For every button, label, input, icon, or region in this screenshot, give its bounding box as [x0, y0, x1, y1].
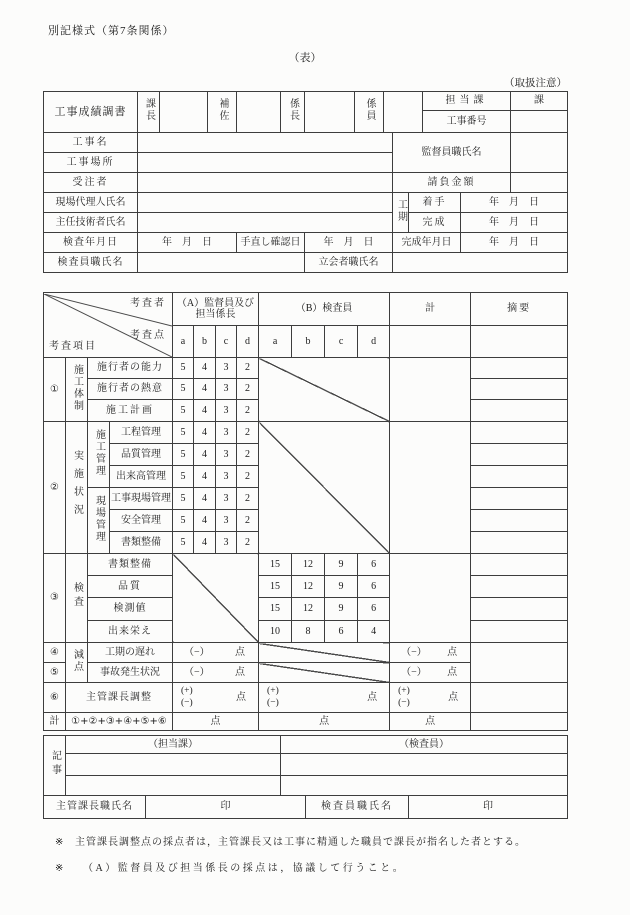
score-cell: 3: [216, 532, 237, 554]
item-label: 検測値: [88, 598, 173, 621]
stamp-box-kakariin: [384, 92, 423, 133]
score-cell: 5: [173, 358, 194, 379]
info-table: [43, 91, 568, 273]
item-label: 書類整備: [88, 554, 173, 576]
inspector-seal-cell: 印: [409, 796, 568, 819]
stamp-box-hosa: [237, 92, 281, 133]
score-cell: 3: [216, 400, 237, 422]
remarks-tanto-line: [66, 754, 281, 776]
witness-name-value-cell: [393, 253, 568, 273]
score-cell: 4: [194, 532, 216, 554]
section2-group-label: 実施状況: [66, 422, 88, 554]
score-cell: 2: [237, 358, 259, 379]
score-cell: 4: [194, 358, 216, 379]
section-label: 担当課: [423, 92, 511, 111]
footer-table: [43, 735, 568, 819]
score-cell: 9: [325, 598, 358, 621]
section5-b-na-cell: [259, 663, 390, 683]
form-reference-label: 別記様式（第7条関係）: [48, 25, 175, 37]
score-cell: 5: [173, 510, 194, 532]
form-title: 工事成績調書: [44, 92, 138, 133]
note-mark: ※: [55, 837, 65, 848]
score-cell: 5: [173, 532, 194, 554]
inspector-signature-label: 検査員職氏名: [306, 796, 409, 819]
deduction-group-label: 減点: [66, 643, 88, 683]
section3-total-cell: [390, 554, 471, 643]
score-cell: 2: [237, 400, 259, 422]
items-axis-label: 考査項目: [49, 341, 97, 352]
score-cell: 4: [194, 400, 216, 422]
sheet-side-label: （表）: [288, 52, 322, 64]
grand-total-b-cell: 点: [259, 713, 390, 731]
score-cell: 5: [173, 379, 194, 400]
contractor-value-cell: [138, 173, 393, 193]
grand-total-a-cell: 点: [173, 713, 259, 731]
item-label: 出来栄え: [88, 621, 173, 643]
item-label: 品質: [88, 576, 173, 598]
remarks-cell: [471, 621, 568, 643]
section5-total-cell: （−） 点: [390, 663, 471, 683]
contract-amount-label: 請負金額: [393, 173, 511, 193]
score-cell: 12: [292, 576, 325, 598]
remarks-column-header: 摘要: [471, 293, 568, 326]
score-cell: 6: [358, 554, 390, 576]
grand-total-sum-cell: 点: [390, 713, 471, 731]
remarks-cell: [471, 532, 568, 554]
supervisor-name-value-cell: [511, 133, 568, 173]
inspection-date-cell: 年 月 日: [138, 233, 237, 253]
section6-b-points-cell: (+) (−) 点: [259, 683, 390, 713]
section3-a-na-cell: [173, 554, 259, 643]
remarks-kensain-line: [281, 776, 568, 796]
section1-b-na-cell: [259, 358, 390, 422]
stamp-box-kakaricho: [305, 92, 355, 133]
footnote-1: ※ 主管課長調整点の採点者は，主管課長又は工事に精通した職員で課長が指名した者とする。: [55, 837, 526, 848]
score-cell: 4: [194, 444, 216, 466]
score-cell: 6: [358, 576, 390, 598]
rework-confirm-label: 手直し確認日: [237, 233, 305, 253]
score-cell: 2: [237, 444, 259, 466]
section2-subgroup2-label: 現場管理: [88, 488, 110, 554]
total-column-header: 計: [390, 293, 471, 326]
remarks-cell: [471, 488, 568, 510]
contract-amount-value-cell: [511, 173, 568, 193]
score-cell: 15: [259, 576, 292, 598]
score-cell: 9: [325, 554, 358, 576]
empty-area: [471, 713, 568, 731]
supervisor-name-label: 監督員職氏名: [393, 133, 511, 173]
item-label: 施行者の能力: [88, 358, 173, 379]
construction-number-value-cell: [511, 111, 568, 133]
remarks-kensain-heading: （検査員）: [281, 736, 568, 754]
start-label: 着手: [409, 193, 461, 213]
note-mark: ※: [55, 863, 66, 874]
score-cell: 3: [216, 488, 237, 510]
points-axis-label: 考査点: [130, 329, 166, 341]
role-kakariin-label: 係員: [355, 92, 384, 133]
section1-total-cell: [390, 358, 471, 422]
remarks-cell: [471, 379, 568, 400]
role-kakaricho-label: 係長: [281, 92, 305, 133]
site-agent-value-cell: [138, 193, 393, 213]
grade-b-letter: b: [194, 326, 216, 358]
score-cell: 2: [237, 532, 259, 554]
chief-engineer-label: 主任技術者氏名: [44, 213, 138, 233]
remarks-tanto-heading: （担当課）: [66, 736, 281, 754]
score-cell: 3: [216, 444, 237, 466]
score-cell: 6: [325, 621, 358, 643]
remarks-header-spacer: [471, 326, 568, 358]
remarks-cell: [471, 400, 568, 422]
score-cell: 12: [292, 554, 325, 576]
stamp-box-kacho: [160, 92, 208, 133]
score-cell: 8: [292, 621, 325, 643]
construction-site-value-cell: [138, 153, 393, 173]
remarks-section-label: 記事: [44, 736, 66, 796]
score-cell: 15: [259, 598, 292, 621]
section4-a-points-cell: （−） 点: [173, 643, 259, 663]
score-cell: 3: [216, 510, 237, 532]
remarks-cell: [471, 554, 568, 576]
finish-label: 完成: [409, 213, 461, 233]
score-cell: 2: [237, 488, 259, 510]
score-cell: 4: [358, 621, 390, 643]
finish-date-cell: 年 月 日: [461, 213, 568, 233]
score-cell: 2: [237, 422, 259, 444]
section2-b-na-cell: [259, 422, 390, 554]
assessment-table: [43, 292, 568, 731]
chief-seal-cell: 印: [146, 796, 306, 819]
remarks-cell: [471, 683, 568, 713]
section2-subgroup1-label: 施工管理: [88, 422, 110, 488]
remarks-tanto-line: [66, 776, 281, 796]
remarks-cell: [471, 358, 568, 379]
grade-d-letter: d: [237, 326, 259, 358]
score-cell: 6: [358, 598, 390, 621]
score-cell: 3: [216, 379, 237, 400]
section4-b-na-cell: [259, 643, 390, 663]
score-cell: 4: [194, 466, 216, 488]
item-label: 安全管理: [110, 510, 173, 532]
rework-date-cell: 年 月 日: [305, 233, 393, 253]
section-value-cell: 課: [511, 92, 568, 111]
construction-name-value-cell: [138, 133, 393, 153]
section6-total-cell: (+) (−) 点: [390, 683, 471, 713]
remarks-cell: [471, 643, 568, 683]
section4-number: ④: [44, 643, 66, 663]
footnote-2: ※ （A）監督員及び担当係長の採点は，協議して行うこと。: [55, 863, 406, 874]
score-cell: 5: [173, 466, 194, 488]
item-label: 品質管理: [110, 444, 173, 466]
remarks-cell: [471, 576, 568, 598]
role-hosa-label: 補佐: [208, 92, 237, 133]
construction-number-label: 工事番号: [423, 111, 511, 133]
inspector-name-value-cell: [138, 253, 305, 273]
score-cell: 4: [194, 510, 216, 532]
role-kacho-label: 課長: [138, 92, 160, 133]
score-cell: 5: [173, 444, 194, 466]
handling-caution-label: （取扱注意）: [504, 78, 567, 89]
item-label: 主管課長調整: [66, 683, 173, 713]
section3-number: ③: [44, 554, 66, 643]
score-cell: 4: [194, 379, 216, 400]
column-b-header: （B）検査員: [259, 293, 390, 326]
inspector-name-label: 検査員職氏名: [44, 253, 138, 273]
grand-total-label: 計: [44, 713, 66, 731]
item-label: 施行者の熱意: [88, 379, 173, 400]
section6-a-points-cell: (+) (−) 点: [173, 683, 259, 713]
grade-c-letter: c: [325, 326, 358, 358]
score-cell: 4: [194, 488, 216, 510]
section5-a-points-cell: （−） 点: [173, 663, 259, 683]
score-cell: 12: [292, 598, 325, 621]
grade-b-letter: b: [292, 326, 325, 358]
score-cell: 5: [173, 422, 194, 444]
section4-total-cell: （−） 点: [390, 643, 471, 663]
item-label: 工程管理: [110, 422, 173, 444]
remarks-kensain-line: [281, 754, 568, 776]
witness-name-label: 立会者職氏名: [305, 253, 393, 273]
section2-total-cell: [390, 422, 471, 554]
remarks-cell: [471, 598, 568, 621]
score-cell: 3: [216, 422, 237, 444]
item-label: 施工計画: [88, 400, 173, 422]
section1-number: ①: [44, 358, 66, 422]
grade-a-letter: a: [173, 326, 194, 358]
remarks-cell: [471, 510, 568, 532]
grade-c-letter: c: [216, 326, 237, 358]
score-cell: 2: [237, 466, 259, 488]
item-label: 工事現場管理: [110, 488, 173, 510]
section6-number: ⑥: [44, 683, 66, 713]
inspection-date-label: 検査年月日: [44, 233, 138, 253]
score-cell: 3: [216, 466, 237, 488]
score-cell: 9: [325, 576, 358, 598]
remarks-cell: [471, 422, 568, 444]
column-a-header: （A）監督員及び担当係長: [173, 293, 259, 326]
item-label: 事故発生状況: [88, 663, 173, 683]
score-cell: 2: [237, 510, 259, 532]
grade-d-letter: d: [358, 326, 390, 358]
work-period-label: 工期: [393, 193, 409, 233]
score-cell: 15: [259, 554, 292, 576]
grand-total-formula: ①+②+③+④+⑤+⑥: [66, 713, 173, 731]
rater-axis-label: 考査者: [130, 297, 166, 309]
item-label: 出来高管理: [110, 466, 173, 488]
score-cell: 4: [194, 422, 216, 444]
score-cell: 10: [259, 621, 292, 643]
score-cell: 2: [237, 379, 259, 400]
score-cell: 5: [173, 488, 194, 510]
site-agent-label: 現場代理人氏名: [44, 193, 138, 213]
contractor-label: 受注者: [44, 173, 138, 193]
section1-group-label: 施工体制: [66, 358, 88, 422]
score-cell: 5: [173, 400, 194, 422]
construction-name-label: 工事名: [44, 133, 138, 153]
item-label: 工期の遅れ: [88, 643, 173, 663]
remarks-cell: [471, 444, 568, 466]
chief-engineer-value-cell: [138, 213, 393, 233]
section3-group-label: 検査: [66, 554, 88, 643]
section5-number: ⑤: [44, 663, 66, 683]
remarks-cell: [471, 466, 568, 488]
chief-signature-label: 主管課長職氏名: [44, 796, 146, 819]
corner-header-cell: [44, 293, 173, 358]
section2-number: ②: [44, 422, 66, 554]
completion-date-label: 完成年月日: [393, 233, 461, 253]
grade-a-letter: a: [259, 326, 292, 358]
total-header-spacer: [390, 326, 471, 358]
construction-site-label: 工事場所: [44, 153, 138, 173]
item-label: 書類整備: [110, 532, 173, 554]
start-date-cell: 年 月 日: [461, 193, 568, 213]
completion-date-cell: 年 月 日: [461, 233, 568, 253]
score-cell: 3: [216, 358, 237, 379]
